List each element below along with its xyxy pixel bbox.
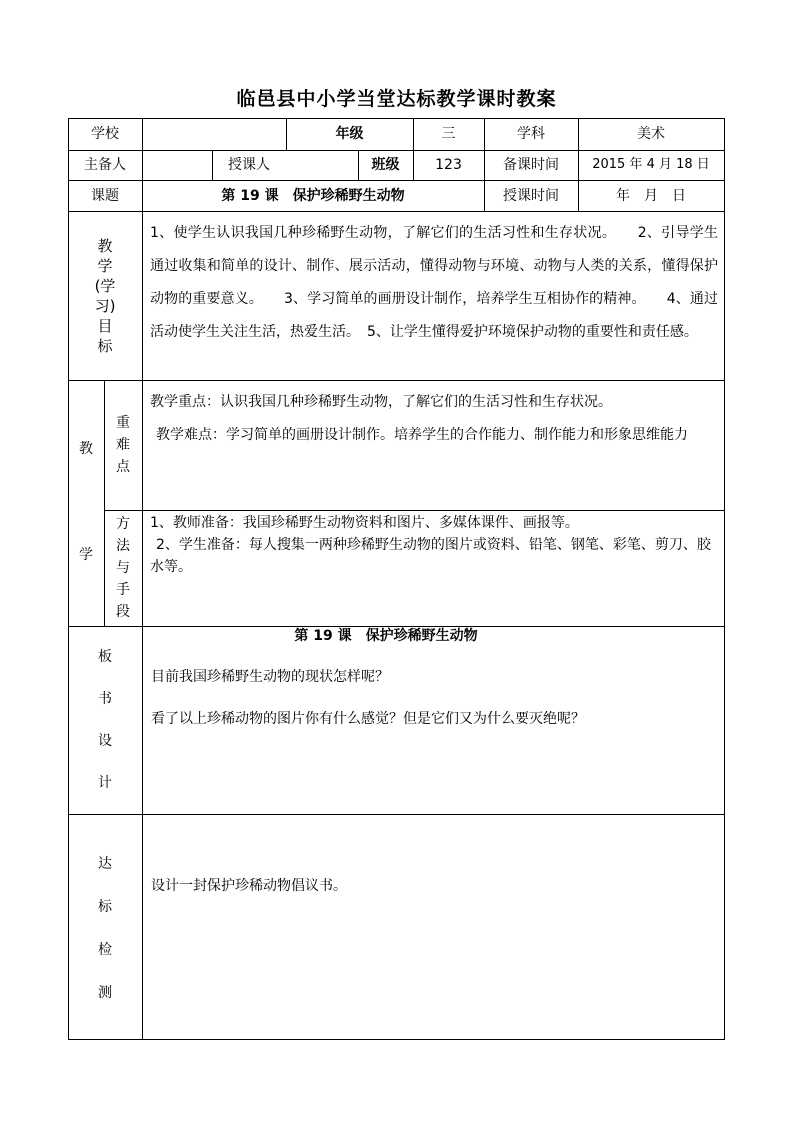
objectives-label-char: (学 <box>94 276 116 295</box>
assessment-text: 设计一封保护珍稀动物倡议书。 <box>151 878 347 894</box>
teacher-prep-text: 1、教师准备：我国珍稀野生动物资料和图片、多媒体课件、画报等。 <box>150 515 579 531</box>
grade-label: 年级 <box>335 126 364 142</box>
key-points-content <box>142 380 724 510</box>
prep-time-label: 备课时间 <box>503 157 559 173</box>
class-label: 班级 <box>371 157 400 173</box>
teacher-label: 授课人 <box>228 157 270 173</box>
methods-label-char: 与 <box>116 560 130 576</box>
methods-label <box>104 510 142 626</box>
lesson-time-label: 授课时间 <box>503 187 559 204</box>
row-divider <box>68 814 725 815</box>
methods-label-char: 法 <box>116 538 130 554</box>
methods-label-char: 手 <box>116 582 130 598</box>
key-points-label-char: 重 <box>116 415 130 431</box>
difficult-point-text: 教学难点：学习简单的画册设计制作。培养学生的合作能力、制作能力和形象思维能力 <box>156 427 688 443</box>
methods-label-char: 段 <box>116 604 130 620</box>
board-heading: 第 19 课 保护珍稀野生动物 <box>294 628 478 644</box>
assessment-label-char: 标 <box>98 899 112 915</box>
assessment-label-char: 检 <box>98 942 112 958</box>
methods-content <box>142 510 724 626</box>
subject-value: 美术 <box>637 126 665 142</box>
objectives-label-char: 标 <box>97 336 113 355</box>
objectives-label <box>68 211 142 380</box>
assessment-label-char: 测 <box>98 985 112 1001</box>
assessment-label <box>68 838 142 1020</box>
board-label-char: 计 <box>98 775 112 791</box>
subject-label: 学科 <box>517 126 545 142</box>
student-prep-text: 2、学生准备：每人搜集一两种珍稀野生动物的图片或资料、铅笔、钢笔、彩笔、剪刀、胶水等。 <box>150 537 711 575</box>
school-value <box>142 118 286 150</box>
key-points-label-char: 点 <box>116 459 130 475</box>
board-question-2: 看了以上珍稀动物的图片你有什么感觉？但是它们又为什么要灭绝呢？ <box>151 711 585 727</box>
topic-value: 第 19 课 保护珍稀野生动物 <box>221 187 405 204</box>
key-points-label-char: 难 <box>116 437 130 453</box>
school-label: 学校 <box>91 126 119 142</box>
key-point-text: 教学重点：认识我国几种珍稀野生动物，了解它们的生活习性和生存状况。 <box>150 394 612 410</box>
board-label-char: 板 <box>98 649 112 665</box>
topic-label: 课题 <box>91 187 119 204</box>
page-title: 临邑县中小学当堂达标教学课时教案 <box>236 88 557 110</box>
board-question-1: 目前我国珍稀野生动物的现状怎样呢？ <box>151 669 389 685</box>
class-value: 123 <box>435 157 462 173</box>
objectives-label-char: 学 <box>97 256 113 275</box>
prep-time-value: 2015 年 4 月 18 日 <box>592 157 710 172</box>
methods-label-char: 方 <box>116 516 130 532</box>
preparer-label: 主备人 <box>84 157 126 173</box>
preparer-value <box>142 150 212 180</box>
lesson-time-value: 年 月 日 <box>616 187 686 204</box>
assessment-label-char: 达 <box>98 856 112 872</box>
objectives-text: 1、使学生认识我国几种珍稀野生动物，了解它们的生活习性和生存状况。 2、引导学生通过收集和简单的设计、制作、展示活动，懂得动物与环境、动物与人类的关系，懂得保护动物的重要意义。 3、学习简单的画册设计制作，培养学生互相协作的精神。 4、通过活动使学生关注生活，热爱生活。 5、让学生懂得爱护环境保护动物的重要性和责任感。 <box>150 225 718 340</box>
board-label-char: 书 <box>98 691 112 707</box>
key-points-label <box>104 380 142 510</box>
table-border-bottom <box>68 1039 725 1040</box>
table-border-right <box>724 118 725 1040</box>
objectives-label-char: 教 <box>97 236 113 255</box>
board-label-char: 设 <box>98 733 112 749</box>
teaching-label-char: 教 <box>79 441 93 457</box>
board-label <box>68 626 142 814</box>
teaching-label-char: 学 <box>79 547 93 563</box>
objectives-label-char: 习) <box>94 296 116 315</box>
objectives-label-char: 目 <box>97 316 113 335</box>
teacher-value <box>286 150 358 180</box>
grade-value: 三 <box>441 126 456 142</box>
